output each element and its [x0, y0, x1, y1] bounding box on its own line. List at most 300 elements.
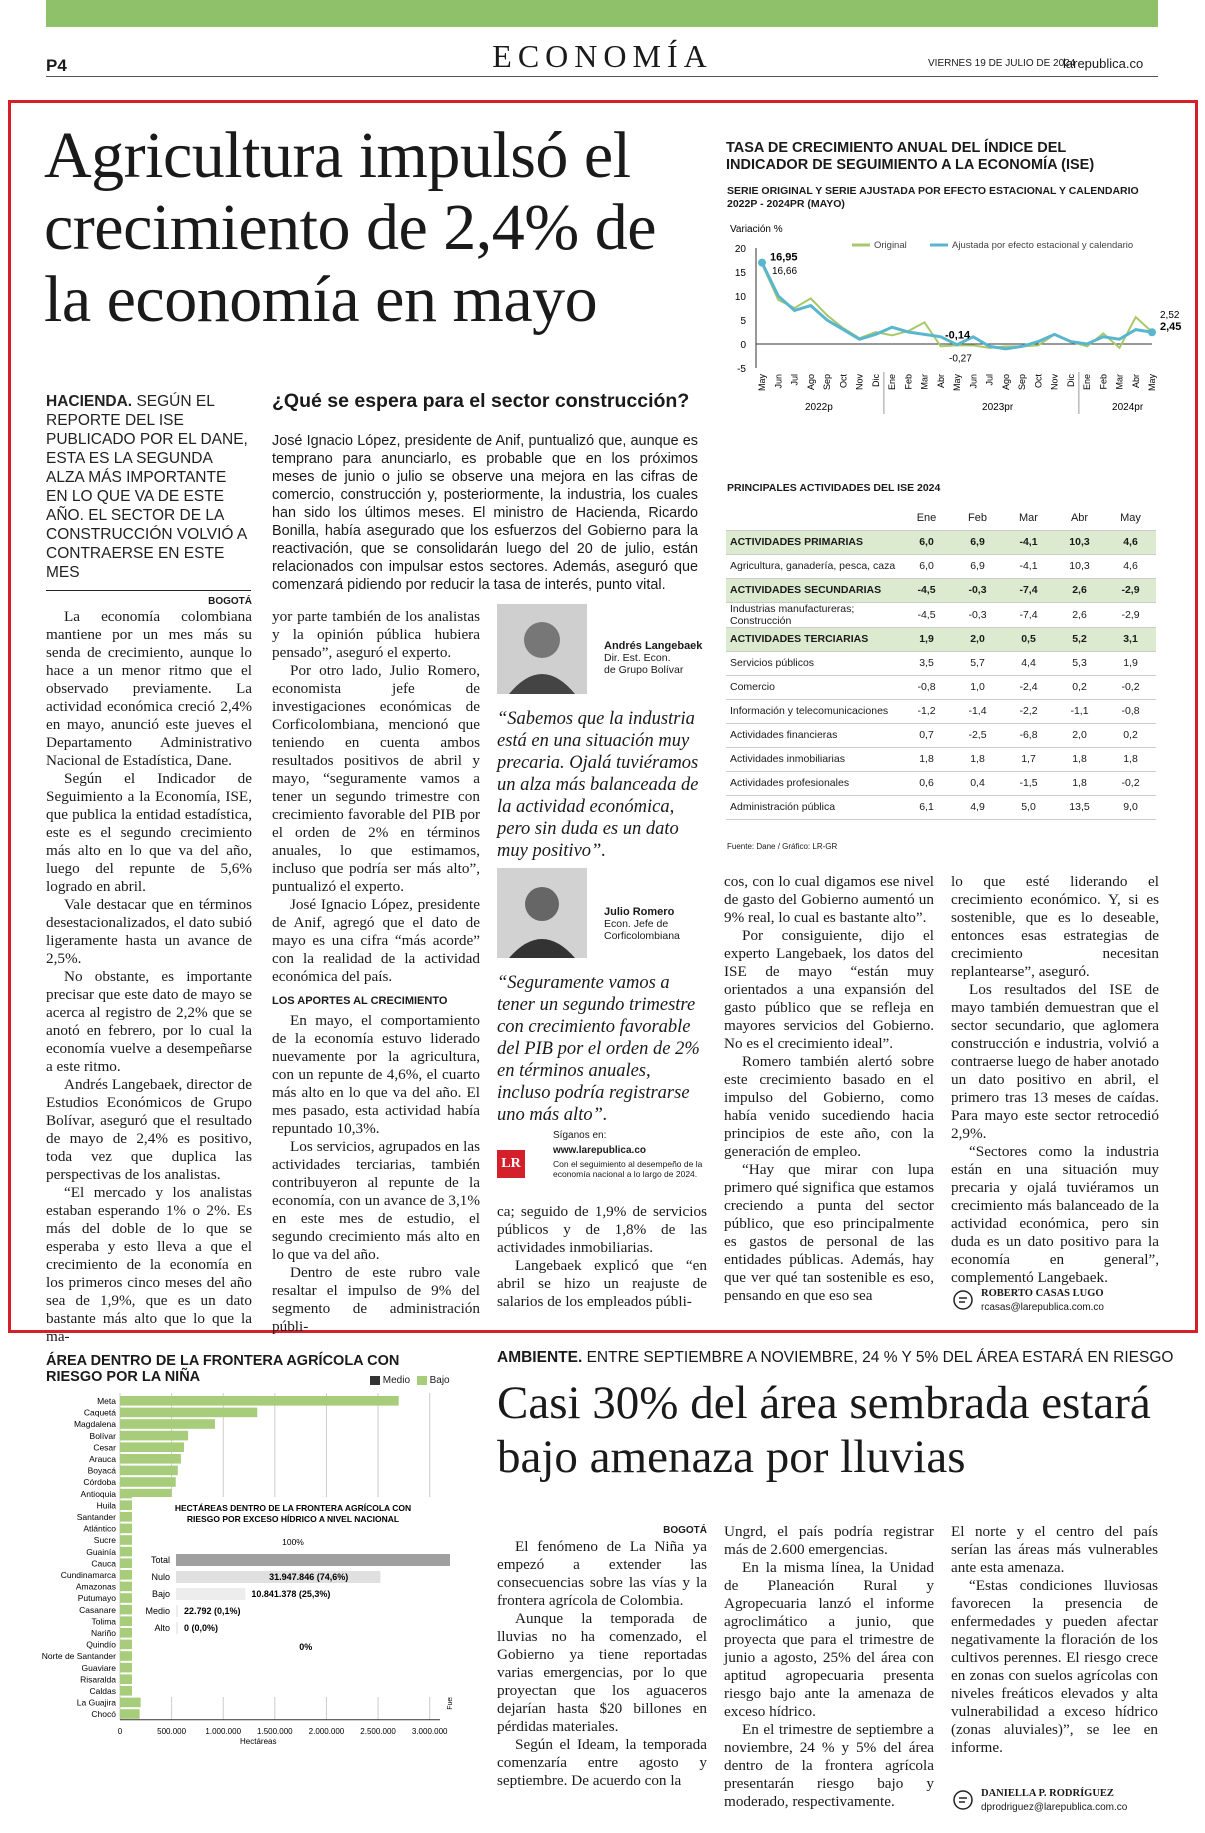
x-tick-label: 2.000.000 [308, 1726, 345, 1736]
column-2-part-a [272, 608, 480, 986]
table-cell: 3,1 [1105, 627, 1156, 651]
table-row [726, 651, 1156, 675]
chart-subtitle-1: SERIE ORIGINAL Y SERIE AJUSTADA POR EFECTO ESTACIONAL Y CALENDARIO [727, 185, 1139, 197]
table-cell: -4,1 [1003, 554, 1054, 578]
bar-chart-title: ÁREA DENTRO DE LA FRONTERA AGRÍCOLA CON RIESGO POR LA NIÑA [46, 1353, 400, 1385]
table-row-label: ACTIVIDADES PRIMARIAS [726, 530, 901, 554]
inset-value: 10.841.378 (25,3%) [251, 1589, 331, 1599]
x-tick-label: 500.000 [157, 1726, 187, 1736]
sidebar-subhead: ¿Qué se espera para el sector construcción? [272, 390, 690, 412]
table-cell: 1,8 [1054, 771, 1105, 795]
table-cell: 9,0 [1105, 795, 1156, 819]
table-cell: -4,5 [901, 578, 952, 602]
table-cell: 2,6 [1054, 602, 1105, 627]
paragraph: “Estas condiciones lluviosas favorecen la presencia de enfermedades y pueden afectar negativamente la floración de los cultivos perennes. El riesgo crece en zonas con suelos agrícolas con niveles freáticos elevados y alta vulnerabilidad a exceso hídrico (zonas aluviales)”, se lee en informe. [951, 1577, 1158, 1756]
chat-bubble-icon [953, 1290, 973, 1310]
category-label: Córdoba [83, 1477, 116, 1488]
person-portrait-icon [497, 604, 587, 694]
article-dek [46, 392, 251, 591]
bottom-dateline: BOGOTÁ [663, 1525, 707, 1536]
table-cell: 5,7 [952, 651, 1003, 675]
category-label: Caldas [89, 1686, 116, 1696]
paragraph: Langebaek explicó que “en abril se hizo un reajuste de salarios de los empleados públi- [497, 1257, 707, 1310]
x-tick-label: Jul [984, 374, 995, 386]
table-cell: -0,3 [952, 578, 1003, 602]
table-row-label: Información y telecomunicaciones [726, 699, 901, 723]
section-minihead: LOS APORTES AL CRECIMIENTO [272, 995, 448, 1007]
table-cell: 5,2 [1054, 627, 1105, 651]
follow-url[interactable]: www.larepublica.co [553, 1145, 646, 1156]
kicker-label: AMBIENTE. [497, 1349, 583, 1366]
year-label: 2022p [804, 402, 833, 413]
table-cell: 1,8 [1105, 747, 1156, 771]
end-point [1148, 328, 1156, 336]
table-cell: 2,6 [1054, 578, 1105, 602]
x-tick-label: May [1147, 374, 1157, 392]
table-cell: 13,5 [1054, 795, 1105, 819]
table-row-label: Administración pública [726, 795, 901, 819]
table-cell: 0,2 [1105, 723, 1156, 747]
person2-title1: Econ. Jefe de [604, 918, 669, 930]
bar [120, 1698, 141, 1708]
x-tick-label: Dic [870, 374, 881, 387]
column-2-part-b [272, 1012, 480, 1336]
paragraph: El fenómeno de La Niña ya empezó a extender las consecuencias sobre las vías y la frontera agrícola de Colombia. [497, 1538, 707, 1609]
table-row [726, 699, 1156, 723]
article-column-2 [272, 608, 480, 1335]
legend-label: Ajustada por efecto estacional y calendario [952, 240, 1134, 251]
bottom-column-3 [951, 1523, 1158, 1781]
follow-text: Con el seguimiento al desempeño de la economía nacional a lo largo de 2024. [553, 1159, 703, 1179]
person2-name: Julio Romero [604, 906, 675, 918]
legend-medio: Medio [382, 1375, 411, 1386]
table-row-label: ACTIVIDADES TERCIARIAS [726, 627, 901, 651]
table-cell: 4,9 [952, 795, 1003, 819]
paragraph: Romero también alertó sobre este crecimiento basado en el impulso del Gobierno, como había venido sucediendo hacia principios de este año, con la generación de empleo. [724, 1053, 934, 1160]
table-cell: 6,1 [901, 795, 952, 819]
category-label: Guainía [86, 1546, 116, 1557]
start-point [758, 259, 766, 267]
bar [120, 1477, 176, 1487]
table-row [726, 602, 1156, 627]
langebaek-caption [604, 640, 704, 676]
table-cell: 10,3 [1054, 530, 1105, 554]
article-column-3b [724, 873, 934, 1313]
table-cell: 6,0 [901, 554, 952, 578]
x-tick-label: Mar [1114, 374, 1125, 390]
article-dateline: BOGOTÁ [208, 596, 252, 607]
x-tick-label: Sep [1017, 374, 1027, 391]
category-label: Putumayo [77, 1593, 116, 1604]
paragraph: Según el Ideam, la temporada comenzaría entre agosto y septiembre. De acuerdo con la [497, 1736, 707, 1789]
y-tick-label: 5 [740, 316, 746, 327]
table-cell: 6,0 [901, 530, 952, 554]
table-cell: -0,8 [1105, 699, 1156, 723]
paragraph: Los resultados del ISE de mayo también demuestran que el sector secundario, que aglomera construcción e industria, volvió a contraerse luego de haber anotado un dato positivo en abril, el primero tras 13 meses de caídas. Para mayo este sector retrocedió 2,9%. [951, 981, 1159, 1142]
paragraph: lo que esté liderando el crecimiento económico. Y, si es sostenible, que es lo deseable, entonces esas estrategias de crecimiento necesitan replantearse”, aseguró. [951, 873, 1159, 980]
table-header-row [726, 506, 1156, 530]
table-row-label: Actividades inmobiliarias [726, 747, 901, 771]
x-tick-label: 3.000.000 [411, 1726, 448, 1736]
paragraph: El norte y el centro del país serían las áreas más vulnerables ante esta amenaza. [951, 1523, 1158, 1576]
inset-row-label: Bajo [151, 1589, 170, 1599]
table-row [726, 554, 1156, 578]
inset-title: HECTÁREAS DENTRO DE LA FRONTERA AGRÍCOLA CON [174, 1503, 412, 1513]
table-row [726, 795, 1156, 819]
table-cell: -7,4 [1003, 602, 1054, 627]
paragraph: En la misma línea, la Unidad de Planeación Rural y Agropecuaria lanzó el informe agroclimático a junio, que proyecta que para el trimestre de junio a agosto, 25% del área con aptitud agropecuaria presenta riesgo bajo ante la amenaza de exceso hídrico. [724, 1559, 934, 1720]
page-number: P4 [46, 56, 67, 75]
inset-zero-label: 0% [299, 1642, 313, 1652]
paragraph: Según el Indicador de Seguimiento a la Economía, ISE, que publica la entidad estadística, este es el segundo crecimiento más alto en lo que va del año, luego del repunte de 5,6% logrado en abril. [46, 770, 252, 895]
paragraph: Aunque la temporada de lluvias no ha comenzado, el Gobierno ya tiene reportadas varias emergencias, por lo que proyectan que los aguaceros dejarían hasta $20 billones en pérdidas materiales. [497, 1610, 707, 1735]
category-label: Chocó [91, 1709, 116, 1720]
point-annotation: 16,66 [772, 266, 798, 278]
section-title: ECONOMÍA [492, 38, 713, 74]
table-cell: 1,0 [952, 675, 1003, 699]
table-cell: 6,9 [952, 554, 1003, 578]
person1-title2: de Grupo Bolívar [604, 664, 684, 676]
y-tick-label: 10 [734, 292, 746, 303]
chart-title: TASA DE CRECIMIENTO ANUAL DEL ÍNDICE DEL INDICADOR DE SEGUIMIENTO A LA ECONOMÍA (ISE) [726, 140, 1095, 173]
lr-logo: LR [497, 1150, 525, 1178]
paragraph: No obstante, es importante precisar que este dato de mayo se acerca al registro de 2,2% que se anotó en febrero, por lo cual la economía vuelve a desempeñarse a este ritmo. [46, 968, 252, 1075]
inset-row-label: Medio [145, 1606, 170, 1616]
category-label: Arauca [89, 1454, 116, 1464]
table-cell: -0,2 [1105, 675, 1156, 699]
follow-box [497, 1128, 709, 1190]
x-tick-label: Abr [935, 374, 946, 389]
table-cell: -2,4 [1003, 675, 1054, 699]
x-tick-label: Nov [854, 374, 865, 391]
table-cell: 6,9 [952, 530, 1003, 554]
person1-name: Andrés Langebaek [604, 640, 703, 652]
category-label: Santander [76, 1512, 116, 1522]
category-label: Magdalena [73, 1419, 116, 1430]
category-label: Atlántico [83, 1523, 116, 1534]
site-link[interactable]: larepublica.co [1063, 56, 1144, 71]
paragraph: En mayo, el comportamiento de la economía estuvo liderado nuevamente por la agricultura, con un repunte de 4,6%, el cuarto más alto en lo que va del año. El mes pasado, esta actividad había repuntado 10,3%. [272, 1012, 480, 1137]
bottom-headline: Casi 30% del área sembrada estará bajo amenaza por lluvias [497, 1377, 1151, 1483]
bar [120, 1396, 399, 1406]
table-cell: -1,1 [1054, 699, 1105, 723]
category-label: Antioquia [80, 1488, 116, 1499]
article-column-3a [497, 1203, 707, 1311]
top-color-bar [46, 0, 1158, 27]
x-tick-label: Abr [1130, 374, 1141, 389]
bar [120, 1454, 181, 1464]
inset-row-label: Alto [154, 1623, 170, 1633]
category-label: Meta [97, 1396, 116, 1406]
table-cell: -2,9 [1105, 602, 1156, 627]
table-row [726, 723, 1156, 747]
legend-bajo: Bajo [429, 1375, 450, 1386]
x-tick-label: 0 [117, 1726, 123, 1736]
year-label: 2024pr [1112, 402, 1144, 413]
paragraph: Por otro lado, Julio Romero, economista jefe de investigaciones económicas de Corficolombiana, mencionó que teniendo en cuenta ambos resultados positivos de abril y mayo, “seguramente vamos a tener un segundo trimestre con crecimiento favorable del PIB por el orden de 2% en términos anuales, lo que estimamos, incluso que podría ser más alto”, puntualizó el experto. [272, 662, 480, 895]
category-label: Cesar [93, 1442, 116, 1453]
table-header-blank [726, 506, 901, 530]
byline-name: ROBERTO CASAS LUGO [981, 1288, 1104, 1299]
article-column-4 [951, 873, 1159, 1285]
inset-bar [176, 1622, 178, 1634]
table-cell: 5,3 [1054, 651, 1105, 675]
table-row [726, 675, 1156, 699]
paragraph: ca; seguido de 1,9% de servicios públicos y de 1,8% de las actividades inmobiliarias. [497, 1203, 707, 1256]
table-row [726, 530, 1156, 554]
table-cell: -1,5 [1003, 771, 1054, 795]
byline-email[interactable]: rcasas@larepublica.com.co [981, 1302, 1104, 1313]
table-cell: 1,8 [1054, 747, 1105, 771]
niña-risk-bar-chart [40, 1393, 460, 1813]
table-row [726, 771, 1156, 795]
bottom-byline-email[interactable]: dprodriguez@larepublica.com.co [981, 1802, 1128, 1813]
bottom-column-1 [497, 1538, 707, 1828]
table-cell: -6,8 [1003, 723, 1054, 747]
y-tick-label: 20 [734, 244, 746, 255]
y-tick-label: 0 [740, 340, 746, 351]
table-cell: 1,8 [952, 747, 1003, 771]
category-label: Boyacá [87, 1465, 116, 1476]
category-label: Nariño [90, 1628, 116, 1638]
category-label: La Guajira [76, 1697, 116, 1708]
x-tick-label: Ago [1000, 374, 1011, 391]
table-cell: 0,5 [1003, 627, 1054, 651]
table-cell: -7,4 [1003, 578, 1054, 602]
bar-chart-legend [370, 1375, 450, 1386]
inset-row-label: Total [150, 1555, 170, 1565]
langebaek-photo [497, 604, 587, 694]
legend-swatch-bajo [417, 1376, 427, 1385]
table-column-header: Ene [901, 506, 952, 530]
paragraph: “Hay que mirar con lupa primero qué significa que estamos creciendo a punta del sector público, que eso principalmente es gastos de personal de las entidades públicas. Además, hay que ver qué tan sostenible es eso, pensando en que eso sea [724, 1161, 934, 1304]
x-tick-label: Ene [887, 374, 897, 391]
table-cell: -1,2 [901, 699, 952, 723]
romero-caption [604, 906, 704, 942]
x-tick-label: Jun [773, 374, 784, 389]
issue-date: VIERNES 19 DE JULIO DE 2024 [928, 58, 1076, 69]
bar [120, 1709, 140, 1719]
table-column-header: Feb [952, 506, 1003, 530]
x-tick-label: Jun [968, 374, 979, 389]
bottom-kicker [497, 1349, 1173, 1367]
table-title: PRINCIPALES ACTIVIDADES DEL ISE 2024 [727, 482, 941, 494]
table-row [726, 578, 1156, 602]
x-tick-label: Jul [789, 374, 800, 386]
follow-label: Síganos en: [553, 1130, 607, 1141]
table-cell: 0,6 [901, 771, 952, 795]
x-tick-label: 1.000.000 [205, 1726, 242, 1736]
paragraph: Ungrd, el país podría registrar más de 2.600 emergencias. [724, 1523, 934, 1558]
table-cell: 3,5 [901, 651, 952, 675]
x-tick-label: Sep [822, 374, 832, 391]
category-label: Tolima [91, 1616, 116, 1627]
article-byline [953, 1286, 1158, 1320]
point-annotation: -0,27 [949, 353, 972, 365]
table-cell: 1,9 [1105, 651, 1156, 675]
inset-value: 0 (0,0%) [184, 1623, 219, 1633]
chat-bubble-icon [953, 1790, 973, 1810]
inset-value: 31.947.846 (74,6%) [269, 1572, 349, 1582]
category-label: Amazonas [75, 1581, 116, 1592]
paragraph: José Ignacio López, presidente de Anif, agregó que el dato de mayo es una cifra “más acorde” con la realidad de la actividad económica del país. [272, 896, 480, 985]
dek-label: HACIENDA. [46, 393, 133, 410]
table-cell: -0,3 [952, 602, 1003, 627]
category-label: Cundinamarca [60, 1570, 116, 1580]
paragraph: Vale destacar que en términos desestacionalizados, el dato subió ligeramente hasta un avance de 2,5%. [46, 896, 252, 967]
table-cell: -2,2 [1003, 699, 1054, 723]
table-row-label: ACTIVIDADES SECUNDARIAS [726, 578, 901, 602]
point-annotation: 2,52 [1160, 309, 1180, 321]
paragraph: En el trimestre de septiembre a noviembre, 24 % y 5% del área dentro de la frontera agrícola presentarán riesgo bajo y moderado, respectivamente. [724, 1721, 934, 1810]
person1-title1: Dir. Est. Econ. [604, 652, 671, 664]
category-label: Sucre [93, 1535, 116, 1546]
category-label: Bolívar [89, 1430, 116, 1441]
table-source: Fuente: Dane / Gráfico: LR-GR [727, 842, 838, 851]
table-column-header: Mar [1003, 506, 1054, 530]
table-cell: -2,9 [1105, 578, 1156, 602]
x-axis-label: Hectáreas [240, 1736, 277, 1746]
table-row [726, 627, 1156, 651]
category-label: Caquetá [83, 1407, 116, 1418]
category-label: Norte de Santander [41, 1651, 116, 1662]
x-tick-label: Ago [805, 374, 816, 391]
x-tick-label: Feb [903, 374, 914, 390]
year-label: 2023pr [982, 402, 1014, 413]
x-tick-label: Oct [1033, 374, 1044, 389]
table-row [726, 747, 1156, 771]
article-column-1 [46, 608, 252, 1345]
bottom-byline-name: DANIELLA P. RODRÍGUEZ [981, 1788, 1114, 1799]
x-tick-label: 1.500.000 [257, 1726, 293, 1736]
bar [120, 1419, 215, 1429]
table-cell: 0,2 [1054, 675, 1105, 699]
paragraph: Por consiguiente, dijo el experto Langebaek, los datos del ISE de mayo “están muy orientados a una expansión del gasto público que se refleja en mayores servicios del Gobierno. No es el crecimiento ideal”. [724, 927, 934, 1052]
table-row-label: Agricultura, ganadería, pesca, caza [726, 554, 901, 578]
chart-subtitle [727, 185, 1147, 211]
quote-langebaek: “Sabemos que la industria está en una situación muy precaria. Ojalá tuviéramos un alza más balanceada de la actividad económica, pero sin duda es un dato muy positivo”. [497, 709, 699, 861]
quote-romero: “Seguramente vamos a tener un segundo trimestre con crecimiento favorable del PIB por el orden de 2% en términos anuales, incluso podría registrarse uno más alto”. [497, 973, 700, 1125]
table-column-header: Abr [1054, 506, 1105, 530]
y-axis-label: Variación % [730, 224, 783, 235]
inset-value: 22.792 (0,1%) [184, 1606, 241, 1616]
x-tick-label: May [757, 374, 767, 392]
header-divider [46, 76, 1158, 77]
category-label: Cauca [91, 1558, 116, 1569]
category-label: Casanare [79, 1604, 116, 1615]
x-tick-label: Dic [1065, 374, 1076, 387]
table-column-header: May [1105, 506, 1156, 530]
table-cell: 1,8 [901, 747, 952, 771]
table-cell: -0,8 [901, 675, 952, 699]
ise-activities-table [726, 506, 1156, 820]
person-portrait-icon [497, 868, 587, 958]
point-annotation: 2,45 [1160, 321, 1182, 334]
table-cell: -2,5 [952, 723, 1003, 747]
table-row-label: Comercio [726, 675, 901, 699]
romero-photo [497, 868, 587, 958]
category-label: Quindío [86, 1639, 116, 1650]
inset-title-2: RIESGO POR EXCESO HÍDRICO A NIVEL NACIONAL [186, 1514, 400, 1524]
article-headline: Agricultura impulsó el crecimiento de 2,4% de la economía en mayo [44, 119, 657, 336]
table-cell: 0,7 [901, 723, 952, 747]
category-label: Huila [96, 1500, 116, 1511]
bottom-byline [953, 1786, 1158, 1820]
table-cell: 10,3 [1054, 554, 1105, 578]
table-cell: -1,4 [952, 699, 1003, 723]
x-tick-label: Mar [919, 374, 930, 390]
table-row-label: Industrias manufactureras; Construcción [726, 602, 901, 627]
bar [120, 1466, 178, 1476]
x-tick-label: Nov [1049, 374, 1060, 391]
paragraph: Andrés Langebaek, director de Estudios Económicos de Grupo Bolívar, aseguró que el resultado de mayo de 2,4% es positivo, toda vez que duplica las perspectivas de los analistas. [46, 1076, 252, 1183]
paragraph: Los servicios, agrupados en las actividades terciarias, también contribuyeron al repunte de la economía, con un avance de 3,1% en este mes de estudio, el segundo crecimiento más alto en lo que va del año. [272, 1138, 480, 1263]
table-row-label: Actividades financieras [726, 723, 901, 747]
table-cell: 4,6 [1105, 554, 1156, 578]
category-label: Risaralda [80, 1674, 116, 1685]
ise-line-chart [722, 218, 1182, 468]
bar [120, 1431, 188, 1441]
table-cell: 1,9 [901, 627, 952, 651]
x-tick-label: Ene [1082, 374, 1092, 391]
table-cell: 2,0 [952, 627, 1003, 651]
paragraph: cos, con lo cual digamos ese nivel de gasto del Gobierno aumentó un 9% real, lo cual es bastante alto”. [724, 873, 934, 926]
person2-title2: Corficolombiana [604, 930, 680, 942]
table-cell: 1,7 [1003, 747, 1054, 771]
y-tick-label: -5 [737, 364, 746, 375]
table-row-label: Actividades profesionales [726, 771, 901, 795]
table-cell: -4,1 [1003, 530, 1054, 554]
table-cell: 2,0 [1054, 723, 1105, 747]
point-annotation: 16,95 [770, 251, 798, 264]
chart-subtitle-2: 2022P - 2024PR (MAYO) [727, 198, 845, 210]
inset-row-label: Nulo [151, 1572, 170, 1582]
paragraph: yor parte también de los analistas y la opinión pública hubiera pensado”, aseguró el experto. [272, 608, 480, 661]
table-cell: -4,5 [901, 602, 952, 627]
bottom-column-2 [724, 1523, 934, 1828]
table-cell: 5,0 [1003, 795, 1054, 819]
bar [120, 1489, 172, 1499]
x-tick-label: May [952, 374, 962, 392]
table-cell: 4,6 [1105, 530, 1156, 554]
inset-bar [176, 1605, 178, 1617]
kicker-text: ENTRE SEPTIEMBRE A NOVIEMBRE, 24 % Y 5% DEL ÁREA ESTARÁ EN RIESGO [586, 1349, 1174, 1366]
legend-swatch-medio [370, 1376, 380, 1385]
dek-text: SEGÚN EL REPORTE DEL ISE PUBLICADO POR EL DANE, ESTA ES LA SEGUNDA ALZA MÁS IMPORTANTE EN LO QUE VA DE ESTE AÑO. EL SECTOR DE LA CONSTRUCCIÓN VOLVIÓ A CONTRAERSE EN ESTE MES [46, 393, 248, 581]
table-cell: 4,4 [1003, 651, 1054, 675]
inset-bar [176, 1554, 450, 1566]
inset-bar [176, 1588, 245, 1600]
x-tick-label: Feb [1098, 374, 1109, 390]
paragraph: “El mercado y los analistas estaban esperando 1% o 2%. Es más del doble de lo que se esperaba y esto lleva a que el crecimiento de la economía en los primeros cinco meses del año sea de 1,9%, que es un dato bastante más alto que lo que la ma- [46, 1184, 252, 1345]
table-cell: -0,2 [1105, 771, 1156, 795]
legend-label: Original [874, 240, 907, 251]
x-tick-label: 2.500.000 [360, 1726, 396, 1736]
paragraph: La economía colombiana mantiene por un mes más su senda de crecimiento, aunque lo hace a un menor ritmo que el observado previamente. La actividad económica creció 2,4% en mayo, anunció este jueves el Departamento Administrativo Nacional de Estadística, Dane. [46, 608, 252, 769]
x-tick-label: Oct [838, 374, 849, 389]
point-annotation: -0,14 [945, 329, 971, 342]
paragraph: Dentro de este rubro vale resaltar el impulso de 9% del segmento de administración públi- [272, 1264, 480, 1335]
sidebar-lede: José Ignacio López, presidente de Anif, puntualizó que, aunque es temprano para anunciarlo, es probable que en los próximos meses de junio o julio se observe una mejora en las cifras de comercio, construcción y, posteriormente, la industria, los cuales han sido los últimos meses. El ministro de Hacienda, Ricardo Bonilla, había asegurado que los esfuerzos del Gobierno para la reactivación, que se consolidarán luego del 20 de julio, están relacionados con impulsar estos sectores. Además, aseguró que comenzará pidiendo por reducir la tasa de interés, punto vital. [272, 433, 698, 593]
bar [120, 1442, 184, 1452]
paragraph: “Sectores como la industria están en una situación muy precaria y ojalá tuviéramos un crecimiento más balanceado de la actividad económica, pero sin duda es un dato positivo para la economía en general”, complementó Langebaek. [951, 1143, 1159, 1286]
category-label: Guaviare [81, 1662, 116, 1673]
y-tick-label: 15 [734, 268, 746, 279]
bar [120, 1408, 257, 1418]
table-cell: 0,4 [952, 771, 1003, 795]
inset-100-label: 100% [282, 1537, 304, 1547]
table-row-label: Servicios públicos [726, 651, 901, 675]
